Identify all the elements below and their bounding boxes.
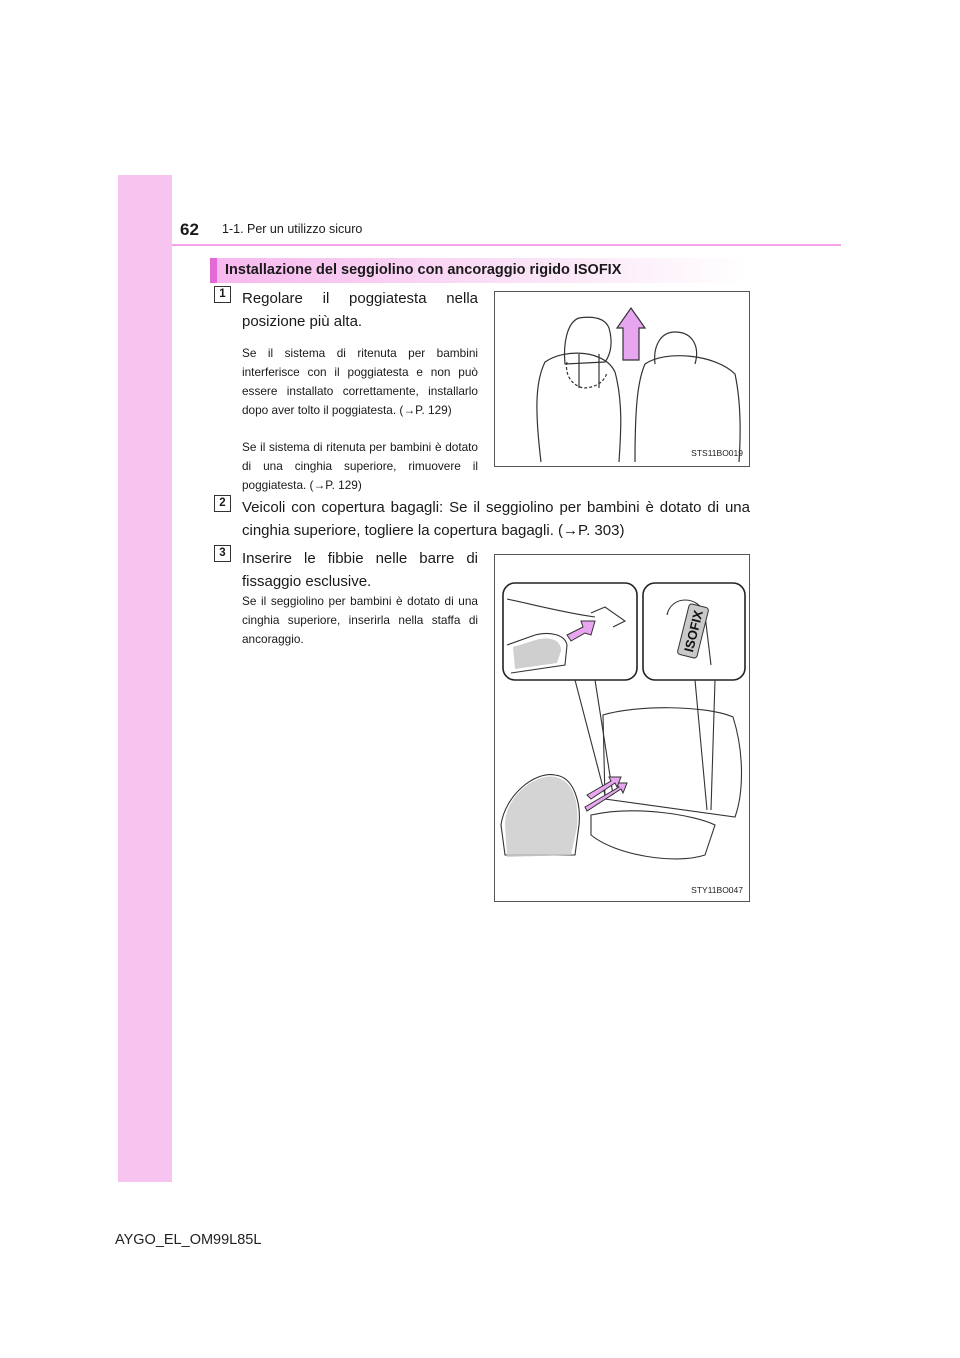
isofix-tag: ISOFIX — [681, 608, 706, 654]
section-title: 1-1. Per un utilizzo sicuro — [222, 222, 363, 236]
step-1-note-1: Se il sistema di ritenuta per bambini interferisce con il poggiatesta e non può essere installato correttamente, installarlo dopo aver tolto il poggiatesta. (→P. 129) — [242, 346, 478, 417]
step-number-1: 1 — [214, 286, 231, 303]
section-heading — [210, 258, 750, 283]
step-1-instruction: Regolare il poggiatesta nella posizione più alta. — [242, 290, 478, 330]
header-divider — [172, 244, 841, 246]
figure-code: STS11BO019 — [691, 448, 743, 458]
headrest-illustration — [495, 292, 751, 468]
figure-isofix — [494, 554, 750, 902]
step-3-instruction: Inserire le fibbie nelle barre di fissaggio esclusive. — [242, 550, 478, 590]
step-number-3: 3 — [214, 545, 231, 562]
step-number-2: 2 — [214, 495, 231, 512]
step-1-note-2: Se il sistema di ritenuta per bambini è dotato di una cinghia superiore, rimuovere il poggiatesta. (→P. 129) — [242, 440, 478, 492]
figure-code: STY11BO047 — [691, 885, 743, 895]
page-number: 62 — [180, 220, 199, 239]
sidebar-tab — [118, 175, 172, 1182]
figure-headrest — [494, 291, 750, 467]
isofix-illustration — [495, 555, 751, 903]
step-3-note-1: Se il seggiolino per bambini è dotato di una cinghia superiore, inserirla nella staffa di ancoraggio. — [242, 594, 478, 646]
step-2-instruction: Veicoli con copertura bagagli: Se il seggiolino per bambini è dotato di una cinghia superiore, togliere la copertura bagagli. (→P. 303) — [242, 499, 750, 539]
heading-text: Installazione del seggiolino con ancoraggio rigido ISOFIX — [225, 262, 622, 278]
document-code: AYGO_EL_OM99L85L — [115, 1232, 262, 1248]
